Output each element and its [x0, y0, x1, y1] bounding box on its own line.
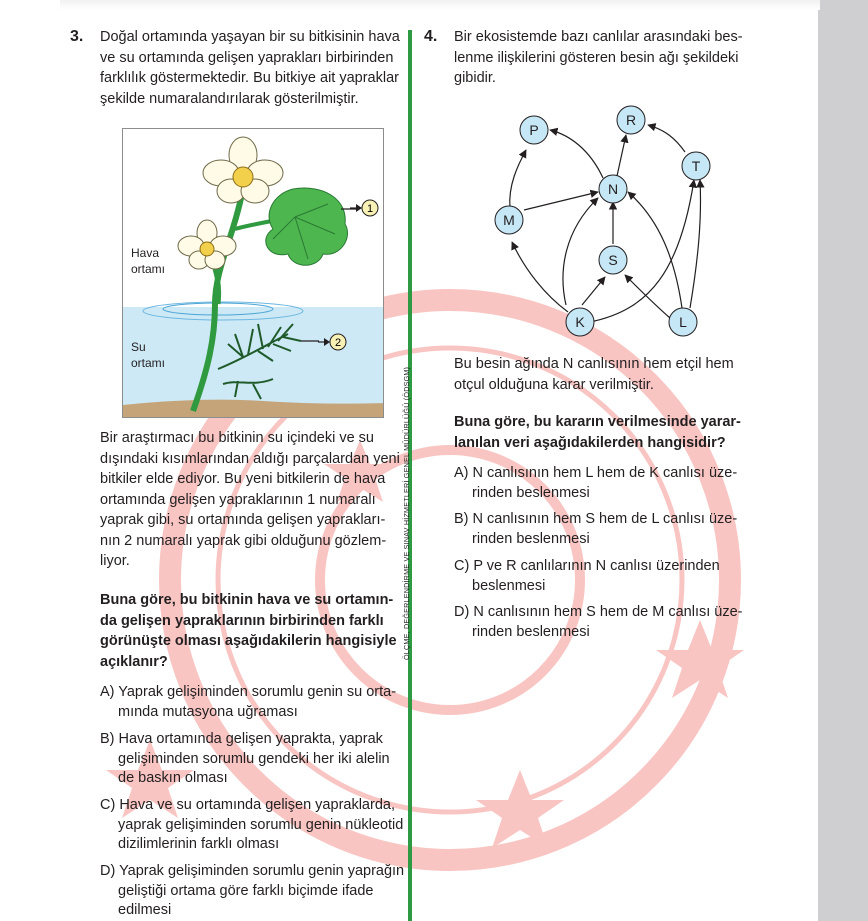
node-s-label: S — [608, 252, 618, 268]
plant-illustration — [123, 129, 384, 418]
node-p-label: P — [529, 122, 539, 138]
air-label-line2: ortamı — [131, 262, 166, 276]
question-4-body: Bu besin ağında N canlısının hem etçil hem otçul olduğuna karar verilmiştir. — [454, 356, 734, 393]
q4-option-c[interactable]: C) P ve R canlılarının N canlısı üzerinden beslenmesi — [454, 558, 720, 594]
leaf-1-label: 1 — [366, 203, 374, 215]
question-3-intro: Doğal ortamında yaşayan bir su bitkisinin hava ve su ortamında gelişen yaprakları birbirinden farklılık göstermektedir. Bu bitkiye ait yapraklar şekilde numaralandırılarak gösterilmiştir. — [100, 29, 400, 107]
node-m-label: M — [503, 212, 515, 228]
page-edge — [818, 0, 868, 921]
food-web-diagram — [480, 100, 740, 340]
node-n-label: N — [607, 181, 619, 197]
q4-option-b[interactable]: B) N canlısının hem S hem de L canlısı üze- rinden beslenmesi — [454, 511, 738, 547]
node-l-label: L — [679, 314, 687, 330]
question-3-stem: Buna göre, bu bitkinin hava ve su ortamın- da gelişen yapraklarının birbirinden farklı görünüşte olması aşağıdakilerin hangisiyle açıklanır? — [100, 592, 397, 670]
question-4-stem: Buna göre, bu kararın verilmesinde yarar- lanılan veri aşağıdakilerden hangisidir? — [454, 414, 741, 451]
leaf-2-label: 2 — [334, 337, 342, 349]
question-4-intro: Bir ekosistemde bazı canlılar arasındaki bes- lenme ilişkilerini gösteren besin ağı şekildeki gibidir. — [454, 29, 743, 86]
q3-option-a[interactable]: A) Yaprak gelişiminden sorumlu genin su orta- mında mutasyona uğraması — [100, 684, 397, 720]
plant-figure — [122, 128, 384, 418]
leaf-2-callout — [318, 330, 348, 360]
node-k-label: K — [575, 314, 585, 330]
air-label-line1: Hava — [131, 246, 160, 260]
question-3-body: Bir araştırmacı bu bitkinin su içindeki ve su dışındaki kısımlarından aldığı parçalardan yeni bitkiler elde ediyor. Bu yeni bitkilerin de hava ortamında gelişen yapraklarının 1 numaralı yaprak gibi, su ortamında gelişen yaprakları- nın 2 numaralı yaprak gibi olduğunu gözlem- liyor. — [100, 430, 400, 569]
question-4-number: 4. — [424, 28, 438, 45]
q4-option-a[interactable]: A) N canlısının hem L hem de K canlısı üze- rinden beslenmesi — [454, 465, 738, 501]
q3-option-c[interactable]: C) Hava ve su ortamında gelişen yapraklarda, yaprak gelişiminden sorumlu genin nükleotid dizilimlerinin farklı olması — [100, 797, 404, 852]
side-note: ÖLÇME, DEĞERLENDİRME VE SINAV HİZMETLERİ GENEL MÜDÜRLÜĞÜ (ÖDSGM) — [402, 366, 411, 660]
node-r-label: R — [625, 112, 637, 128]
q3-option-b[interactable]: B) Hava ortamında gelişen yaprakta, yaprak gelişiminden sorumlu gendeki her iki alelin de baskın olması — [100, 731, 390, 786]
water-label-line1: Su — [131, 340, 146, 354]
node-t-label: T — [691, 158, 701, 174]
top-fade — [60, 0, 820, 10]
water-label-line2: ortamı — [131, 356, 166, 370]
question-3-number: 3. — [70, 28, 84, 45]
leaf-1-callout — [350, 196, 380, 226]
q4-option-d[interactable]: D) N canlısının hem S hem de M canlısı üze- rinden beslenmesi — [454, 604, 743, 640]
q3-option-d[interactable]: D) Yaprak gelişiminden sorumlu genin yaprağın geliştiği ortama göre farklı biçimde ifade edilmesi — [100, 863, 405, 918]
